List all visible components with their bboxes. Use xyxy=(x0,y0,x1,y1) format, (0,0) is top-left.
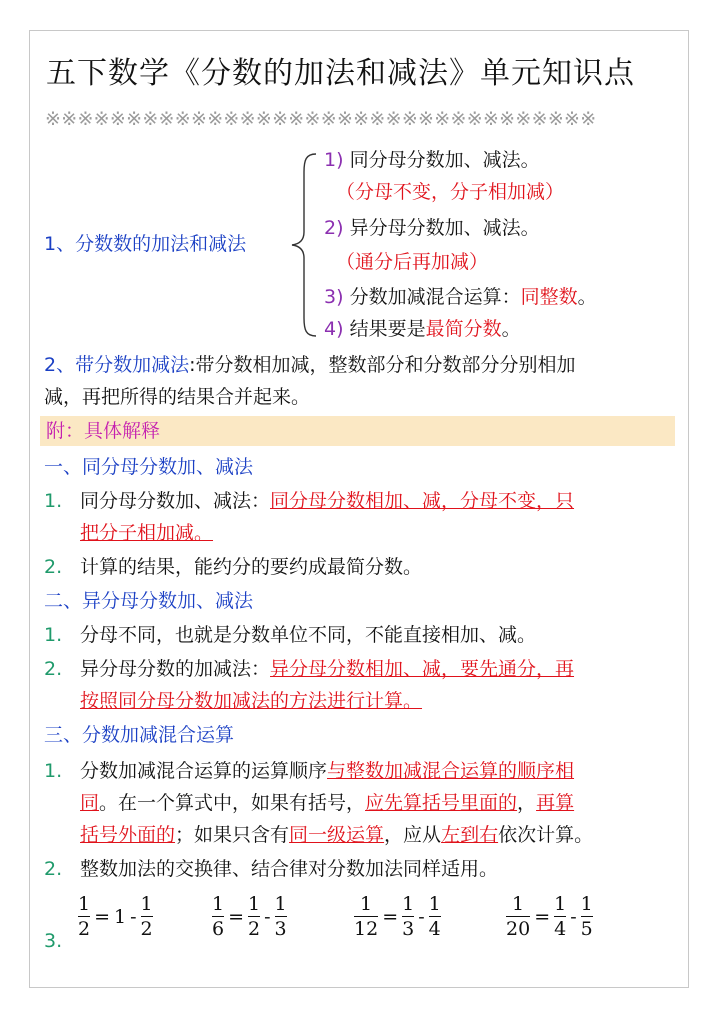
s1-item-2: 2) 异分母分数加、减法。 xyxy=(324,217,540,239)
section2-line2: 减，再把所得的结果合并起来。 xyxy=(44,386,311,408)
part3-item1-line2: 同。在一个算式中，如果有括号，应先算括号里面的，再算 xyxy=(80,792,575,814)
section1-label: 1、分数数的加法和减法 xyxy=(44,233,247,255)
part2-item2-line1: 异分母分数的加减法：异分母分数相加、减，要先通分，再 xyxy=(80,658,575,680)
formula-3: $\frac{1}{12}$ = $\frac{1}{3}$ - $\frac{1}{4}$ xyxy=(354,893,441,940)
part1-item1-num: 1. xyxy=(44,490,63,512)
curly-brace-icon xyxy=(290,152,320,338)
part3-item3-num: 3. xyxy=(44,930,63,952)
s1-item-3: 3) 分数加减混合运算：同整数。 xyxy=(324,286,597,308)
formula-1: $\frac{1}{2}$ = 1 - $\frac{1}{2}$ xyxy=(78,893,153,940)
part1-item2-text: 计算的结果，能约分的要约成最简分数。 xyxy=(80,556,423,578)
part1-heading: 一、同分母分数加、减法 xyxy=(44,456,254,478)
part3-item1-num: 1. xyxy=(44,760,63,782)
formula-2: $\frac{1}{6}$ = $\frac{1}{2}$ - $\frac{1}{3}$ xyxy=(212,893,287,940)
part2-heading: 二、异分母分数加、减法 xyxy=(44,590,254,612)
s1-note-2: （通分后再加减） xyxy=(336,251,489,273)
appendix-label: 附：具体解释 xyxy=(46,420,161,442)
page-title: 五下数学《分数的加法和减法》单元知识点 xyxy=(46,56,635,91)
part3-item2-text: 整数加法的交换律、结合律对分数加法同样适用。 xyxy=(80,858,499,880)
part3-item1-line1: 分数加减混合运算的运算顺序与整数加减混合运算的顺序相 xyxy=(80,760,575,782)
part2-item1-num: 1. xyxy=(44,624,63,646)
part2-item2-num: 2. xyxy=(44,658,63,680)
part3-item1-line3: 括号外面的；如果只含有同一级运算，应从左到右依次计算。 xyxy=(80,824,594,846)
part2-item1-text: 分母不同，也就是分数单位不同，不能直接相加、减。 xyxy=(80,624,537,646)
part3-heading: 三、分数加减混合运算 xyxy=(44,724,235,746)
part1-item2-num: 2. xyxy=(44,556,63,578)
s1-item-4: 4) 结果要是最简分数。 xyxy=(324,318,521,340)
s1-note-1: （分母不变，分子相加减） xyxy=(336,181,565,203)
formula-4: $\frac{1}{20}$ = $\frac{1}{4}$ - $\frac{1}{5}$ xyxy=(506,893,593,940)
star-divider: ※※※※※※※※※※※※※※※※※※※※※※※※※※※※※※※※※※ xyxy=(45,108,597,130)
part1-item1-line1: 同分母分数加、减法：同分母分数相加、减，分母不变，只 xyxy=(80,490,575,512)
part3-item2-num: 2. xyxy=(44,858,63,880)
s1-item-1: 1) 同分母分数加、减法。 xyxy=(324,149,540,171)
part2-item2-line2: 按照同分母分数加减法的方法进行计算。 xyxy=(80,690,423,712)
part1-item1-line2: 把分子相加减。 xyxy=(80,522,214,544)
section2-line1: 2、带分数加减法:带分数相加减，整数部分和分数部分分别相加 xyxy=(44,354,576,376)
